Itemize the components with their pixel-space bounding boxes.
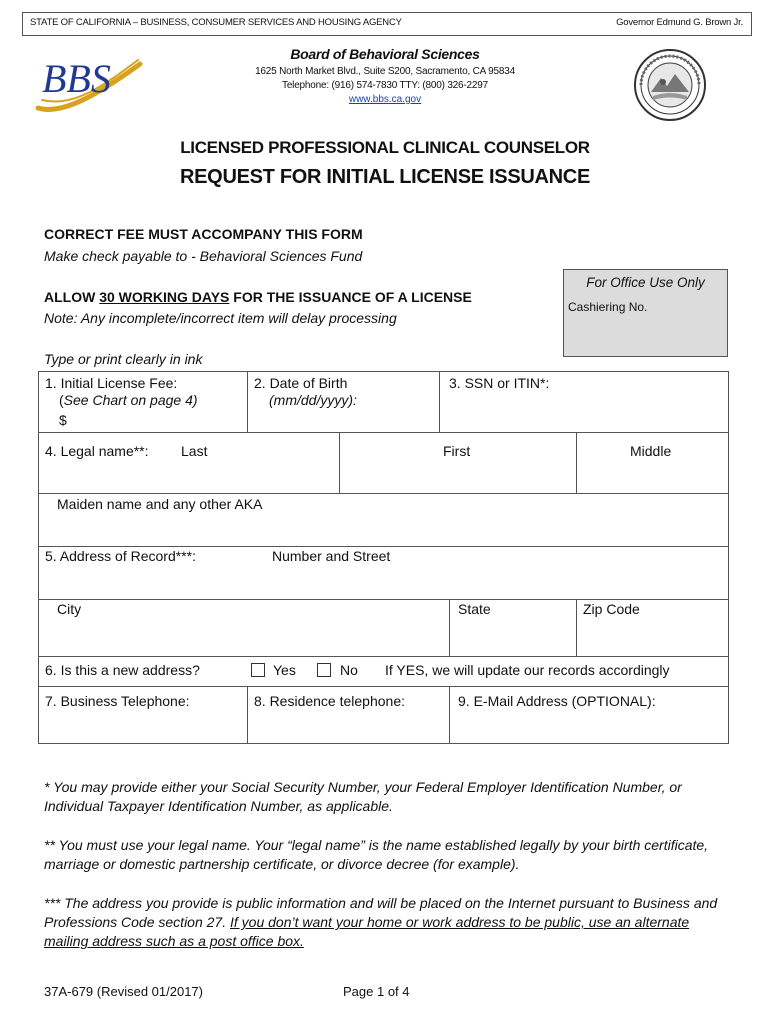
- address-of-record-label: 5. Address of Record***:: [45, 548, 196, 564]
- maiden-name-field[interactable]: Maiden name and any other AKA: [57, 496, 263, 512]
- agency-header-bar: [22, 12, 752, 36]
- footnote-ssn: * You may provide either your Social Security Number, your Federal Employer Identification Number, or Individual Taxpayer Identification Number, as applicable.: [44, 779, 682, 814]
- business-telephone-field[interactable]: 7. Business Telephone:: [45, 693, 190, 709]
- application-form-grid: [38, 371, 729, 744]
- new-address-question: 6. Is this a new address?: [45, 662, 200, 678]
- incomplete-note: Note: Any incomplete/incorrect item will delay processing: [44, 310, 397, 326]
- yes-checkbox[interactable]: [251, 663, 265, 677]
- no-checkbox[interactable]: [317, 663, 331, 677]
- last-name-field[interactable]: Last: [181, 443, 208, 459]
- state-field[interactable]: State: [458, 601, 491, 617]
- agency-name: STATE OF CALIFORNIA – BUSINESS, CONSUMER SERVICES AND HOUSING AGENCY: [30, 17, 402, 28]
- allow-days: 30 WORKING DAYS: [99, 289, 230, 305]
- board-telephone: Telephone: (916) 574-7830 TTY: (800) 326-2297: [282, 80, 488, 91]
- governor-name: Governor Edmund G. Brown Jr.: [616, 17, 743, 28]
- new-address-note: If YES, we will update our records accordingly: [385, 662, 670, 678]
- board-website-link[interactable]: www.bbs.ca.gov: [348, 94, 422, 105]
- legal-name-label: 4. Legal name**:: [45, 443, 149, 459]
- fee-chart-hint: [59, 392, 198, 408]
- form-title-request: REQUEST FOR INITIAL LICENSE ISSUANCE: [180, 166, 590, 188]
- payable-notice: Make check payable to - Behavioral Sciences Fund: [44, 248, 363, 264]
- middle-name-field[interactable]: Middle: [630, 443, 672, 459]
- allow-pre: ALLOW: [44, 289, 100, 305]
- email-address-field[interactable]: 9. E-Mail Address (OPTIONAL):: [458, 693, 656, 709]
- initial-license-fee-label: 1. Initial License Fee:: [45, 375, 178, 391]
- ssn-itin-label: 3. SSN or ITIN*:: [449, 375, 550, 391]
- city-field[interactable]: City: [57, 601, 82, 617]
- residence-telephone-field[interactable]: 8. Residence telephone:: [254, 693, 405, 709]
- date-of-birth-hint: (mm/dd/yyyy):: [269, 392, 357, 408]
- footnote-legal-name: ** You must use your legal name. Your “legal name” is the name established legally by your birth certificate, marriage or domestic partnership certificate, or divorce decree (for example).: [44, 837, 709, 872]
- processing-time-notice: [44, 289, 472, 305]
- no-label: No: [340, 662, 358, 678]
- cashiering-number-label: Cashiering No.: [568, 300, 648, 314]
- page-number: Page 1 of 4: [343, 984, 410, 999]
- form-number: 37A-679 (Revised 01/2017): [44, 984, 203, 999]
- yes-label: Yes: [273, 662, 296, 678]
- fee-hint-text: See Chart on page 4): [63, 392, 198, 408]
- board-address: 1625 North Market Blvd., Suite S200, Sacramento, CA 95834: [255, 66, 515, 77]
- office-use-title: For Office Use Only: [586, 275, 705, 290]
- street-address-field[interactable]: Number and Street: [272, 548, 391, 564]
- logo-lettering: BBS: [42, 56, 111, 101]
- allow-post: FOR THE ISSUANCE OF A LICENSE: [229, 289, 472, 305]
- office-use-box: [563, 269, 728, 357]
- zip-code-field[interactable]: Zip Code: [583, 601, 640, 617]
- footnote-address-text: *** The address you provide is public information and will be placed on the Internet pursuant to Business and Professions Code section 27.: [44, 895, 718, 930]
- first-name-field[interactable]: First: [443, 443, 471, 459]
- date-of-birth-label: 2. Date of Birth: [254, 375, 348, 391]
- board-name: Board of Behavioral Sciences: [290, 46, 480, 62]
- fee-hint-open: (: [59, 392, 64, 408]
- footnote-address: [44, 894, 734, 951]
- type-print-note: Type or print clearly in ink: [44, 351, 203, 367]
- footnote-address-warning: If you don’t want your home or work address to be public, use an alternate mailing address such as a post office box.: [44, 914, 690, 949]
- state-seal-icon: [633, 48, 707, 122]
- fee-amount-input[interactable]: $: [59, 412, 67, 428]
- form-title-profession: LICENSED PROFESSIONAL CLINICAL COUNSELOR: [180, 138, 590, 157]
- fee-notice: CORRECT FEE MUST ACCOMPANY THIS FORM: [44, 226, 363, 242]
